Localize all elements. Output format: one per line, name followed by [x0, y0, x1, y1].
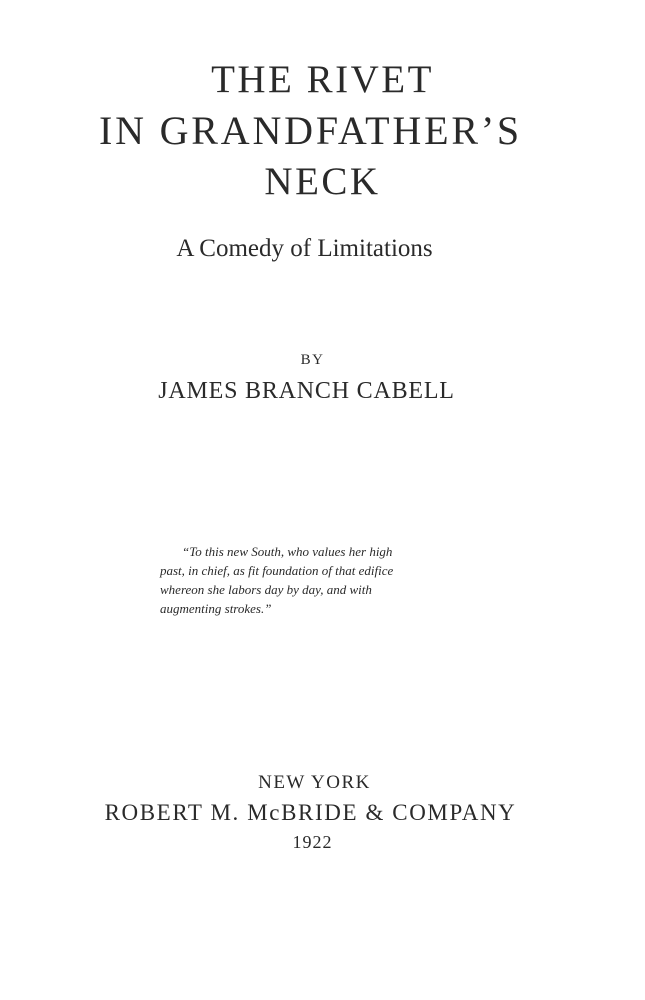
title-line-2: IN GRANDFATHER’S — [99, 108, 522, 153]
publication-place: NEW YORK — [258, 772, 371, 793]
publisher-name: ROBERT M. McBRIDE & COMPANY — [104, 800, 517, 825]
publication-year: 1922 — [292, 832, 333, 852]
title-line-3: NECK — [264, 160, 381, 203]
title-line-1: THE RIVET — [211, 58, 434, 101]
author-name: JAMES BRANCH CABELL — [158, 378, 455, 404]
epigraph-line-3: whereon she labors day by day, and with — [160, 582, 372, 597]
epigraph-line-1: “To this new South, who values her high — [182, 544, 393, 559]
epigraph — [160, 542, 460, 618]
epigraph-line-4: augmenting strokes.” — [160, 601, 272, 616]
subtitle: A Comedy of Limitations — [176, 235, 433, 262]
epigraph-line-2: past, in chief, as fit foundation of that edifice — [160, 563, 394, 578]
by-label: BY — [300, 352, 325, 368]
